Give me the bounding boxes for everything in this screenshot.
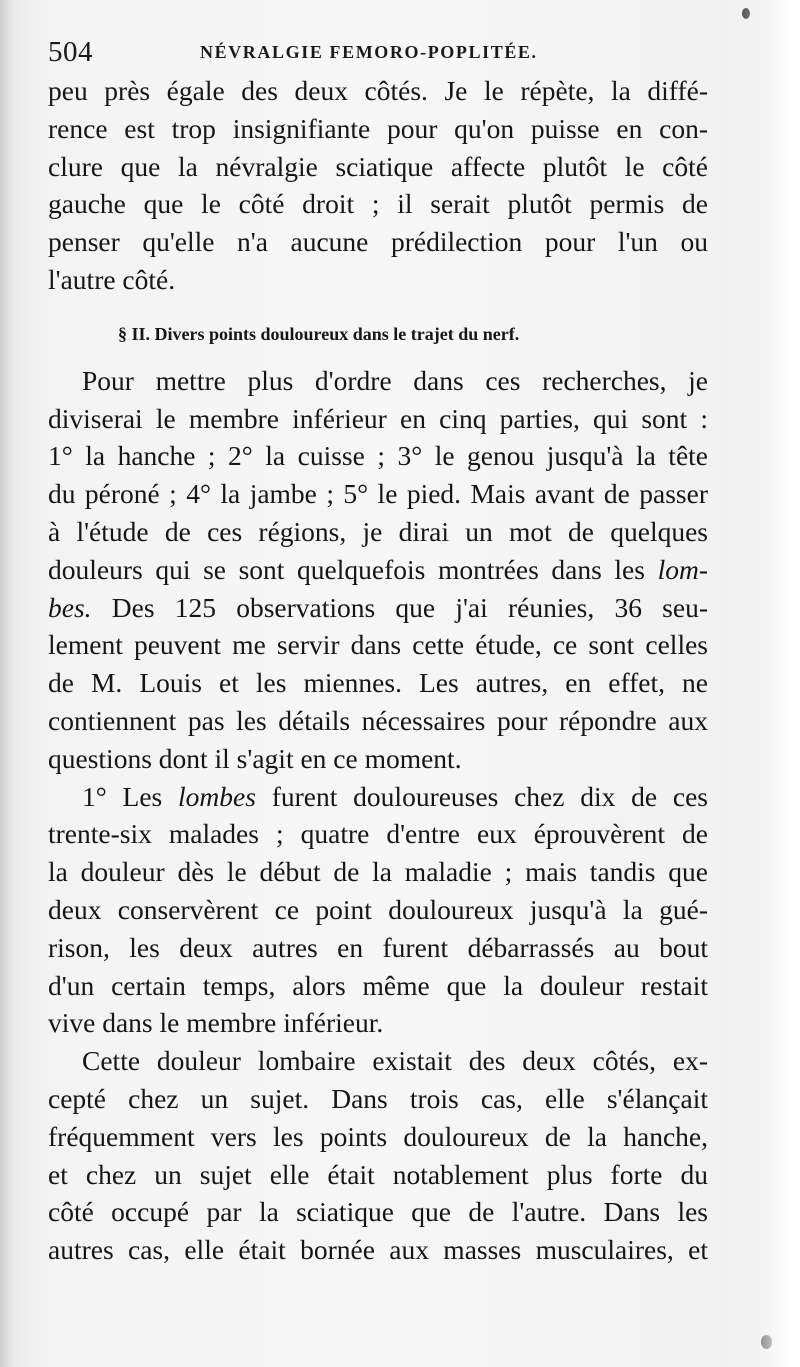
ink-spot-top <box>742 8 750 19</box>
text-line: et chez un sujet elle était notablement plus forte du <box>48 1158 708 1190</box>
line-text: Des 125 observations que j'ai réunies, 36 seu- <box>91 591 708 623</box>
text-line: Pour mettre plus d'ordre dans ces recherches, je <box>82 364 708 396</box>
text-line: diviserai le membre inférieur en cinq parties, qui sont : <box>48 402 708 434</box>
text-line: côté occupé par la sciatique que de l'autre. Dans les <box>48 1196 708 1228</box>
italic-word: bes. <box>48 591 92 623</box>
paragraph-intro <box>48 362 708 778</box>
text-line: rence est trop insignifiante pour qu'on puisse en con- <box>48 112 708 144</box>
italic-word: lombes <box>178 780 256 812</box>
text-line: penser qu'elle n'a aucune prédilection pour l'un ou <box>48 226 708 258</box>
text-line: d'un certain temps, alors même que la douleur restait <box>48 969 708 1001</box>
text-line: peu près égale des deux côtés. Je le répète, la diffé- <box>48 75 708 106</box>
paragraph-douleur-lombaire <box>48 1042 708 1269</box>
text-line: 1° la hanche ; 2° la cuisse ; 3° le genou jusqu'à la tête <box>48 440 708 472</box>
section-title-text: Divers points douloureux dans le trajet du nerf. <box>154 323 520 344</box>
text-line: deux conservèrent ce point douloureux jusqu'à la gué- <box>48 893 708 925</box>
text-line <box>48 551 708 589</box>
line-text: 1° Les <box>82 780 179 812</box>
text-line: à l'étude de ces régions, je dirai un mot de quelques <box>48 515 708 547</box>
paragraph-lombes <box>48 778 708 1043</box>
text-line: trente-six malades ; quatre d'entre eux éprouvèrent de <box>48 818 708 850</box>
text-line: contiennent pas les détails nécessaires pour répondre aux <box>48 704 708 736</box>
text-line: lement peuvent me servir dans cette étude, ce sont celles <box>48 629 708 661</box>
text-line: la douleur dès le début de la maladie ; mais tandis que <box>48 856 708 888</box>
text-line: questions dont il s'agit en ce moment. <box>48 742 462 774</box>
line-text: furent douloureuses chez dix de ces <box>255 780 709 812</box>
paragraph-continuation <box>48 72 708 299</box>
text-line: autres cas, elle était bornée aux masses musculaires, et <box>48 1234 708 1266</box>
text-line: gauche que le côté droit ; il serait plutôt permis de <box>48 188 708 220</box>
text-line: fréquemment vers les points douloureux de la hanche, <box>48 1120 708 1152</box>
running-title: NÉVRALGIE FEMORO-POPLITÉE. <box>200 42 538 62</box>
text-line: de M. Louis et les miennes. Les autres, en effet, ne <box>48 667 708 699</box>
ink-spot-bottom <box>761 1335 772 1349</box>
text-line: vive dans le membre inférieur. <box>48 1007 384 1039</box>
italic-word: lom- <box>657 553 708 585</box>
section-heading <box>48 322 708 346</box>
line-text: douleurs qui se sont quelquefois montrées dans les <box>48 553 658 585</box>
text-line: clure que la névralgie sciatique affecte plutôt le côté <box>48 150 708 182</box>
page-number: 504 <box>48 36 93 68</box>
text-line: du péroné ; 4° la jambe ; 5° le pied. Mais avant de passer <box>48 478 708 510</box>
section-number: II. <box>131 323 151 344</box>
text-line: cepté chez un sujet. Dans trois cas, elle s'élançait <box>48 1082 708 1114</box>
text-line: Cette douleur lombaire existait des deux côtés, ex- <box>82 1045 708 1077</box>
text-line: rison, les deux autres en furent débarrassés au bout <box>48 931 708 963</box>
text-line <box>48 778 708 816</box>
section-symbol: § <box>118 323 127 344</box>
page-body <box>48 72 708 1269</box>
page-header <box>48 36 708 76</box>
text-line: l'autre côté. <box>48 263 176 295</box>
text-line <box>48 589 708 627</box>
